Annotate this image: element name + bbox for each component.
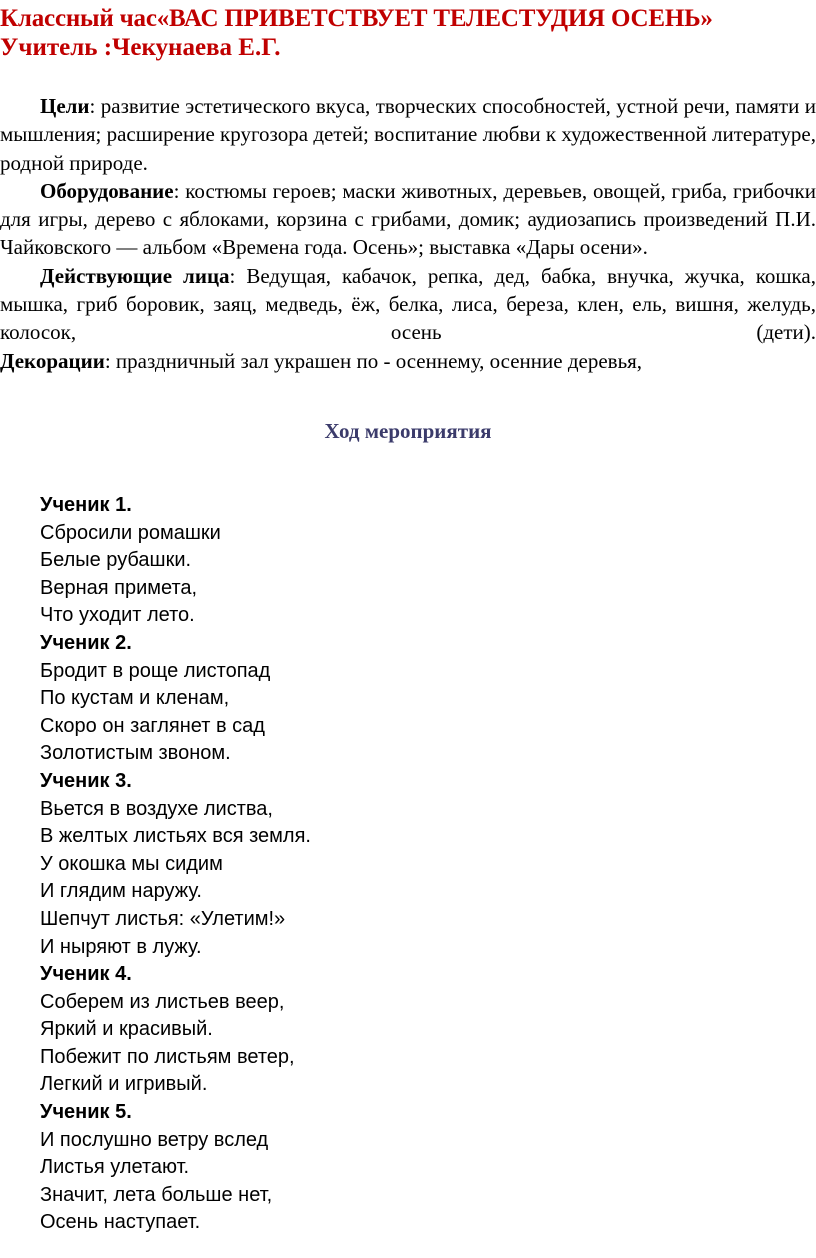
poem-line: Соберем из листьев веер,	[40, 990, 285, 1013]
goals-text: : развитие эстетического вкуса, творческих способностей, устной речи, памяти и мышления; расширение кругозора детей; воспитание любви к художественной литературе, родной природе.	[0, 94, 816, 175]
document-title	[0, 4, 816, 62]
poem-line: Что уходит лето.	[40, 604, 195, 627]
characters-text: : Ведущая, кабачок, репка, дед, бабка, внучка, жучка, кошка, мышка, гриб боровик, заяц, медведь, ёж, белка, лиса, береза, клен, ель, вишня, желудь, колосок, осень (дети).	[0, 263, 816, 345]
goals-label: Цели	[40, 94, 90, 118]
poem-line: Вьется в воздухе листва,	[40, 797, 273, 820]
poem-line: Верная примета,	[40, 576, 198, 599]
intro-section	[0, 92, 816, 375]
stanza-heading: Ученик 2.	[40, 631, 132, 654]
title-line-event: Классный час«ВАС ПРИВЕТСТВУЕТ ТЕЛЕСТУДИЯ ОСЕНЬ»	[0, 5, 713, 32]
poem-line: Яркий и красивый.	[40, 1018, 213, 1041]
poem-line: Осень наступает.	[40, 1211, 201, 1234]
goals-paragraph	[0, 92, 816, 177]
poem-line: И послушно ветру вслед	[40, 1128, 269, 1151]
poem-line: Побежит по листьям ветер,	[40, 1045, 295, 1068]
poem-line: И глядим наружу.	[40, 880, 202, 903]
equipment-paragraph	[0, 177, 816, 262]
decorations-paragraph	[0, 347, 816, 375]
poem-line: Скоро он заглянет в сад	[40, 714, 265, 737]
stanza-heading: Ученик 5.	[40, 1101, 132, 1124]
equipment-text: : костюмы героев; маски животных, деревьев, овощей, гриба, грибочки для игры, дерево с яблоками, корзина с грибами, домик; аудиозапись произведений П.И. Чайковского — альбом «Времена года. Осень»; выставка «Дары осени».	[0, 178, 816, 260]
poem-line: Легкий и игривый.	[40, 1073, 208, 1096]
poem-line: Белые рубашки.	[40, 549, 192, 572]
section-title: Ход мероприятия	[324, 419, 492, 443]
poem-line: Бродит в роще листопад	[40, 659, 271, 682]
stanza-heading: Ученик 1.	[40, 494, 132, 516]
equipment-label: Оборудование	[40, 178, 174, 203]
stanza-heading: Ученик 4.	[40, 963, 132, 986]
decorations-label: Декорации	[0, 348, 105, 373]
title-line-teacher: Учитель :Чекунаева Е.Г.	[0, 34, 281, 61]
poem-line: Значит, лета больше нет,	[40, 1183, 273, 1206]
stanza-heading: Ученик 3.	[40, 769, 132, 792]
poem-block	[40, 492, 780, 1237]
poem-line: Сбросили ромашки	[40, 521, 221, 544]
poem-line: И ныряют в лужу.	[40, 935, 202, 958]
poem-line: В желтых листьях вся земля.	[40, 825, 311, 848]
poem-line: По кустам и кленам,	[40, 687, 230, 710]
poem-line: Золотистым звоном.	[40, 742, 231, 765]
characters-paragraph	[0, 262, 816, 347]
poem-line: Шепчут листья: «Улетим!»	[40, 907, 286, 930]
decorations-text: : праздничный зал украшен по - осеннему, осенние деревья,	[104, 348, 643, 373]
poem-line: У окошка мы сидим	[40, 852, 223, 875]
characters-label: Действующие лица	[40, 263, 230, 288]
poem-line: Листья улетают.	[40, 1156, 190, 1179]
